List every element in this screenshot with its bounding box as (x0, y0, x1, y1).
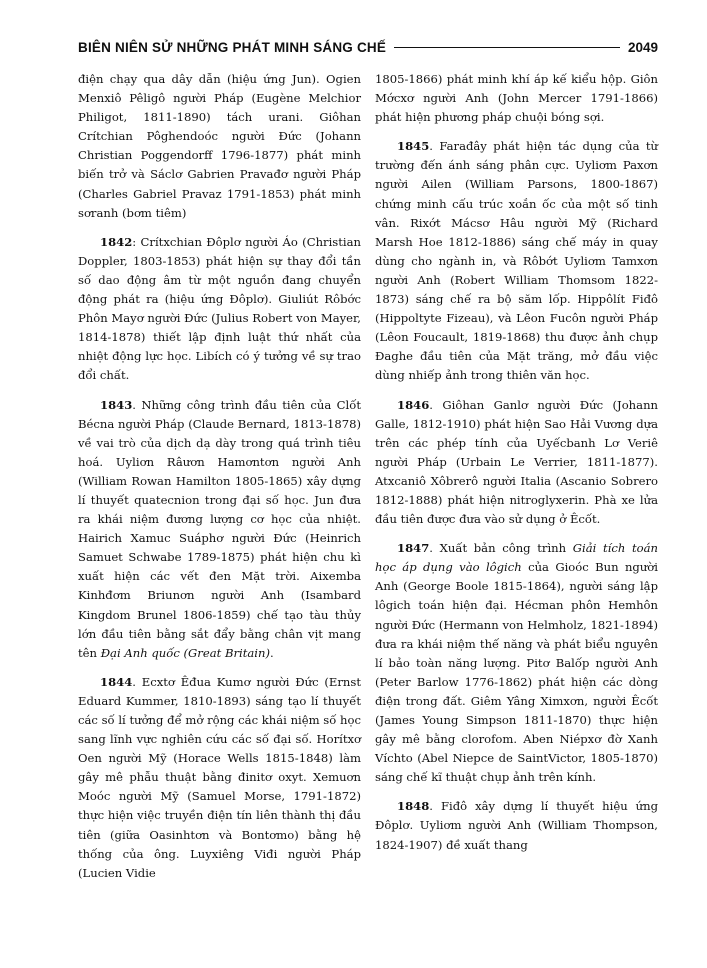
entry-year: 1847 (397, 541, 430, 556)
entry-year: 1845 (397, 139, 430, 154)
running-header (78, 36, 658, 58)
entry-1848 (375, 797, 658, 854)
right-column (375, 70, 658, 865)
entry-1845 (375, 137, 658, 385)
paragraph-text: 1805-1866) phát minh khí áp kế kiểu hộp. Giôn Mớcxơ người Anh (John Mercer 1791-1866) phát hiện phương pháp chuội bóng sợi. (375, 72, 658, 125)
entry-year: 1843 (100, 397, 133, 412)
paragraph (78, 70, 361, 223)
entry-year: 1846 (397, 397, 430, 412)
entry-italic-text: Giải tích toán học áp dụng vào lôgich (375, 541, 658, 575)
entry-year: 1842 (100, 234, 133, 249)
entry-year: 1844 (100, 674, 133, 689)
left-column (78, 70, 361, 893)
entry-text: . Ecxtơ Êđua Kumơ người Đức (Ernst Eduard Kummer, 1810-1893) sáng tạo lí thuyết các số lí tưởng để mở rộng các khái niệm số học sang lĩnh vực nghiên cứu các số đại số. Horítxơ Oen người Mỹ (Horace Wells 1815-1848) làm gây mê phẫu thuật bằng đinitơ oxyt. Xemuơn Moóc người Mỹ (Samuel Morse, 1791-1872) thực hiện việc truyền điện tín liên thành thị đầu tiên (giữa Oasinhtơn và Bontơmo) bằng hệ thống của ông. Luyxiêng Viđi người Pháp (Lucien Vidie (78, 674, 361, 880)
entry-text-after: . (270, 645, 274, 660)
entry-italic-text: Đại Anh quốc (Great Britain) (100, 645, 270, 660)
entry-1844 (78, 673, 361, 883)
book-title: BIÊN NIÊN SỬ NHỮNG PHÁT MINH SÁNG CHẾ (78, 39, 387, 55)
entry-text: . Những công trình đầu tiên của Clốt Bécna người Pháp (Claude Bernard, 1813-1878) về vai trò của dịch dạ dày trong quá trình tiêu hoá. Uyliơn Râươn Hamơntơn người Anh (William Rowan Hamilton 1805-1865) xây dựng lí thuyết quatecnion trong đại số học. Jun đưa ra khái niệm đương lượng cơ học của nhiệt. Hairich Xamuc Suáphơ người Đức (Heinrich Samuet Schwabe 1789-1875) phát hiện chu kì xuất hiện các vết đen Mặt trời. Aixemba Kinhđơm Briunơn người Anh (Isambard Kingdom Brunel 1806-1859) chế tạo tàu thủy lớn đầu tiên bằng sắt đẩy bằng chân vịt mang tên (78, 397, 361, 660)
entry-text: . Xuất bản công trình (429, 541, 573, 556)
entry-1846 (375, 396, 658, 530)
entry-1843 (78, 396, 361, 663)
entry-text-after: của Gioóc Bun người Anh (George Boole 1815-1864), người sáng lập lôgich toán hiện đại. Hécman phôn Hemhôn người Đức (Hermann von Helmholz, 1821-1894) đưa ra khái niệm thế năng và phát biểu nguyên lí bảo toàn năng lượng. Pitơ Balốp người Anh (Peter Barlow 1776-1862) phát hiện các dòng điện trong đất. Giêm Yâng Ximxơn, người Êcốt (James Young Simpson 1811-1870) thực hiện gây mê bằng clorofom. Aben Niépxơ đờ Xanh Víchto (Abel Niepce de SaintVictor, 1805-1870) sáng chế kĩ thuật chụp ảnh trên kính. (375, 560, 658, 785)
page-number: 2049 (627, 39, 658, 55)
entry-text: . Fiđô xây dựng lí thuyết hiệu ứng Đôplơ. Uyliơm người Anh (William Thompson, 1824-1907) đề xuất thang (375, 799, 658, 852)
entry-year: 1848 (397, 799, 430, 814)
header-rule (394, 47, 620, 48)
entry-text: . Farađây phát hiện tác dụng của từ trường đến ánh sáng phân cực. Uyliơm Paxơn người Ailen (William Parsons, 1800-1867) chứng minh cấu trúc xoắn ốc của một số tinh vân. Rixớt Mácsơ Hâu người Mỹ (Richard Marsh Hoe 1812-1886) sáng chế máy in quay dùng cho ngành in, và Rôbớt Uyliơm Tamxơn người Anh (Robert William Thomsom 1822-1873) sáng chế ra bộ săm lốp. Hippôlít Fiđô (Hippoltyte Fizeau), và Lêon Fucôn người Pháp (Lêon Foucault, 1819-1868) thu được ảnh chụp Đaghe đầu tiên của Mặt trăng, mở đầu việc dùng nhiếp ảnh trong thiên văn học. (375, 139, 658, 383)
entry-1847 (375, 539, 658, 787)
entry-text: . Giôhan Ganlơ người Đức (Johann Galle, 1812-1910) phát hiện Sao Hải Vương dựa trên các phép tính của Uyếcbanh Lơ Veriê người Pháp (Urbain Le Verrier, 1811-1877). Atxcaniô Xôbrerô người Italia (Ascanio Sobrero 1812-1888) phát hiện nitroglyxerin. Phà xe lửa đầu tiên được đưa vào sử dụng ở Êcốt. (375, 397, 658, 527)
paragraph (375, 70, 658, 127)
paragraph-text: điện chạy qua dây dẫn (hiệu ứng Jun). Ogien Menxiô Pêligô người Pháp (Eugène Melchior Philigot, 1811-1890) tách urani. Giôhan Crítchian Pôghendoóc người Đức (Johann Christian Poggendorff 1796-1877) phát minh biến trở và Sáclơ Gabrien Pravađơ người Pháp (Charles Gabriel Pravaz 1791-1853) phát minh sơranh (bơm tiêm) (78, 72, 361, 220)
entry-1842 (78, 233, 361, 386)
entry-text: : Crítxchian Đôplơ người Áo (Christian Doppler, 1803-1853) phát hiện sự thay đổi tần số dao động âm từ một nguồn đang chuyển động phát ra (hiệu ứng Đôplơ). Giuliút Rôbớc Phôn Mayơ người Đức (Julius Robert von Mayer, 1814-1878) thiết lập định luật thứ nhất của nhiệt động lực học. Libích có ý tưởng về sự trao đổi chất. (78, 234, 361, 383)
